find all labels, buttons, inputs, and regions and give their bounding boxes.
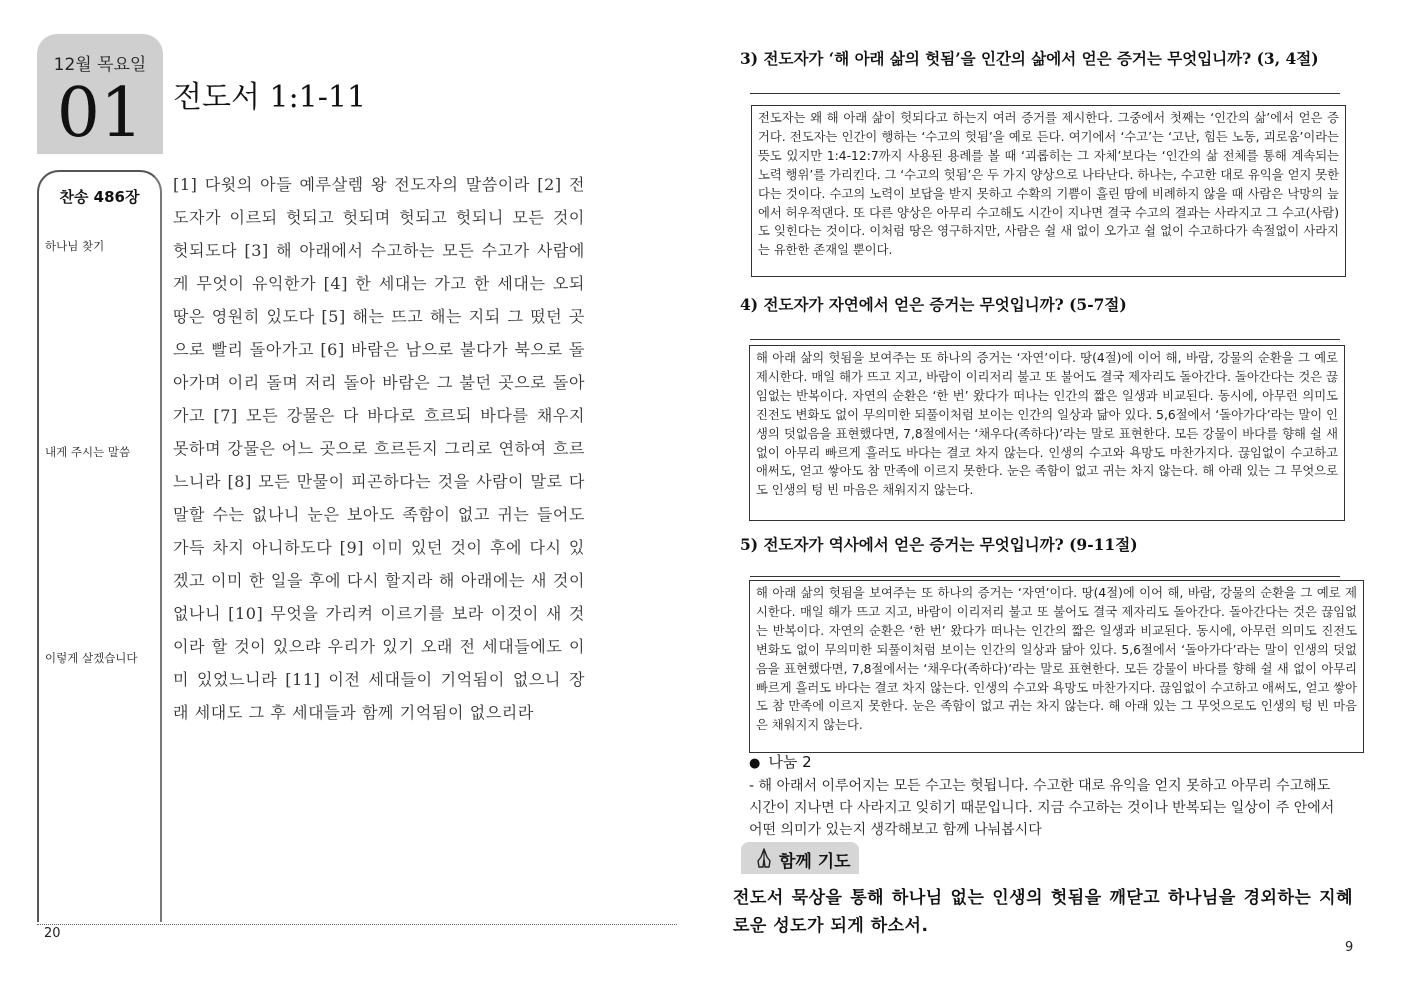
date-month-weekday: 12월 목요일 (53, 55, 147, 75)
question-3-title: 3) 전도자가 ‘해 아래 삶의 헛됨’을 인간의 삶에서 얻은 증거는 무엇입니까? (3, 4절) (740, 49, 1319, 68)
passage-title: 전도서 1:1-11 (173, 80, 367, 115)
date-tab (37, 34, 163, 154)
prayer-text: 전도서 묵상을 통해 하나님 없는 인생의 헛됨을 깨닫고 하나님을 경외하는 지혜로운 성도가 되게 하소서. (733, 888, 1353, 936)
side-panel (37, 170, 162, 922)
bottom-divider (37, 924, 677, 925)
hymn-label: 찬송 486장 (59, 188, 140, 206)
question-3-answer-box: 전도자는 왜 해 아래 삶이 헛되다고 하는지 여러 증거를 제시한다. 그중에서 첫째는 ‘인간의 삶’에서 얻은 증거다. 전도자는 인간이 행하는 ‘수고의 헛됨’을 예로 든다. 여기에서 ‘수고’는 ‘고난, 힘든 노동, 괴로움’이라는 뜻도 있지만 1:4-12:7까지 사용된 용례를 볼 때 ‘괴롭히는 그 자체’보다는 ‘인간의 삶 전체를 통해 계속되는 노력 행위’를 가리킨다. 그 ‘수고의 헛됨’은 두 가지 양상으로 나타난다. 하나는, 수고한 대로 유익을 얻지 못한다는 것이다. 수고의 노력이 보답을 받지 못하고 수확의 기쁨이 흘린 땀에 비례하지 않을 때 사람은 낙망의 늪에서 허우적댄다. 또 다른 양상은 아무리 수고해도 시간이 지나면 결국 수고의 결과는 사라지고 그 수고(사람)도 잊힌다는 것이다. 이처럼 땅은 영구하지만, 사람은 쉴 새 없이 오가고 쉴 없이 수고하다가 속절없이 사라지는 유한한 존재일 뿐이다. (751, 105, 1346, 277)
page-number-right: 9 (1345, 940, 1354, 955)
page-number-left: 20 (44, 926, 61, 941)
praying-hands-icon (753, 847, 775, 874)
prayer-label: 함께 기도 (779, 852, 851, 872)
share-heading (749, 751, 812, 772)
section-label-word-for-me: 내게 주시는 말씀 (45, 445, 131, 459)
question-4-title: 4) 전도자가 자연에서 얻은 증거는 무엇입니까? (5-7절) (740, 295, 1127, 314)
answer-line (750, 93, 1340, 94)
section-label-resolution: 이렇게 살겠습니다 (45, 651, 138, 665)
share-title: 나눔 2 (768, 753, 812, 771)
bullet-icon: ● (749, 756, 761, 771)
prayer-tab (741, 842, 859, 874)
question-5-title: 5) 전도자가 역사에서 얻은 증거는 무엇입니까? (9-11절) (740, 535, 1138, 554)
share-text: - 해 아래서 이루어지는 모든 수고는 헛됩니다. 수고한 대로 유익을 얻지 못하고 아무리 수고해도 시간이 지나면 다 사라지고 잊히기 때문입니다. 지금 수고하는 것이나 반복되는 일상이 주 안에서 어떤 의미가 있는지 생각해보고 함께 나눠봅시다 (749, 778, 1335, 838)
answer-line (750, 339, 1340, 340)
question-5-answer-box: 해 아래 삶의 헛됨을 보여주는 또 하나의 증거는 ‘자연’이다. 땅(4절)에 이어 해, 바람, 강물의 순환을 그 예로 제시한다. 매일 해가 뜨고 지고, 바람이 이리저리 불고 또 불어도 결국 제자리도 돌아간다. 돌아간다는 것은 끊임없는 반복이다. 자연의 순환은 ‘한 번’ 왔다가 떠나는 인간의 짧은 일생과 비교된다. 동시에, 아무런 의미도 진전도 변화도 없이 무의미한 되풀이처럼 보이는 인간의 일상과 닮아 있다. 5,6절에서 ‘돌아가다’라는 말이 인생의 덧없음을 표현했다면, 7,8절에서는 ‘채우다(족하다)’라는 말로 표현한다. 모든 강물이 바다를 향해 쉴 새 없이 아무리 빠르게 흘러도 바다는 결코 차지 않는다. 인생의 수고와 욕망도 마찬가지다. 끊임없이 수고하고 애써도, 얻고 쌓아도 참 만족에 이르지 못한다. 눈은 족함이 없고 귀는 차지 않는다. 해 아래 있는 그 무엇으로도 인생의 텅 빈 마음은 채워지지 않는다. (749, 580, 1364, 753)
section-label-seek-god: 하나님 찾기 (45, 239, 105, 253)
answer-line (750, 576, 1340, 577)
question-4-answer-box: 해 아래 삶의 헛됨을 보여주는 또 하나의 증거는 ‘자연’이다. 땅(4절)에 이어 해, 바람, 강물의 순환을 그 예로 제시한다. 매일 해가 뜨고 지고, 바람이 이리저리 불고 또 불어도 결국 제자리도 돌아간다. 돌아간다는 것은 끊임없는 반복이다. 자연의 순환은 ‘한 번’ 왔다가 떠나는 인간의 짧은 일생과 비교된다. 동시에, 아무런 의미도 진전도 변화도 없이 무의미한 되풀이처럼 보이는 인간의 일상과 닮아 있다. 5,6절에서 ‘돌아가다’라는 말이 인생의 덧없음을 표현했다면, 7,8절에서는 ‘채우다(족하다)’라는 말로 표현한다. 모든 강물이 바다를 향해 쉴 새 없이 아무리 빠르게 흘러도 바다는 결코 차지 않는다. 인생의 수고와 욕망도 마찬가지다. 끊임없이 수고하고 애써도, 얻고 쌓아도 참 만족에 이르지 못한다. 눈은 족함이 없고 귀는 차지 않는다. 해 아래 있는 그 무엇으로도 인생의 텅 빈 마음은 채워지지 않는다. (749, 345, 1345, 521)
date-day: 01 (56, 74, 144, 153)
scripture-text: [1] 다윗의 아들 예루살렘 왕 전도자의 말씀이라 [2] 전도자가 이르되 헛되고 헛되며 헛되고 헛되니 모든 것이 헛되도다 [3] 해 아래에서 수고하는 모든 수고가 사람에게 무엇이 유익한가 [4] 한 세대는 가고 한 세대는 오되 땅은 영원히 있도다 [5] 해는 뜨고 해는 지되 그 떴던 곳으로 빨리 돌아가고 [6] 바람은 남으로 불다가 북으로 돌아가며 이리 돌며 저리 돌아 바람은 그 불던 곳으로 돌아가고 [7] 모든 강물은 다 바다로 흐르되 바다를 채우지 못하며 강물은 어느 곳으로 흐르든지 그리로 연하여 흐르느니라 [8] 모든 만물이 피곤하다는 것을 사람이 말로 다 말할 수는 없나니 눈은 보아도 족함이 없고 귀는 들어도 가득 차지 아니하도다 [9] 이미 있던 것이 후에 다시 있겠고 이미 한 일을 후에 다시 할지라 해 아래에는 새 것이 없나니 [10] 무엇을 가리켜 이르기를 보라 이것이 새 것이라 할 것이 있으랴 우리가 있기 오래 전 세대들에도 이미 있었느니라 [11] 이전 세대들이 기억됨이 없으니 장래 세대도 그 후 세대들과 함께 기억됨이 없으리라 (173, 175, 585, 722)
